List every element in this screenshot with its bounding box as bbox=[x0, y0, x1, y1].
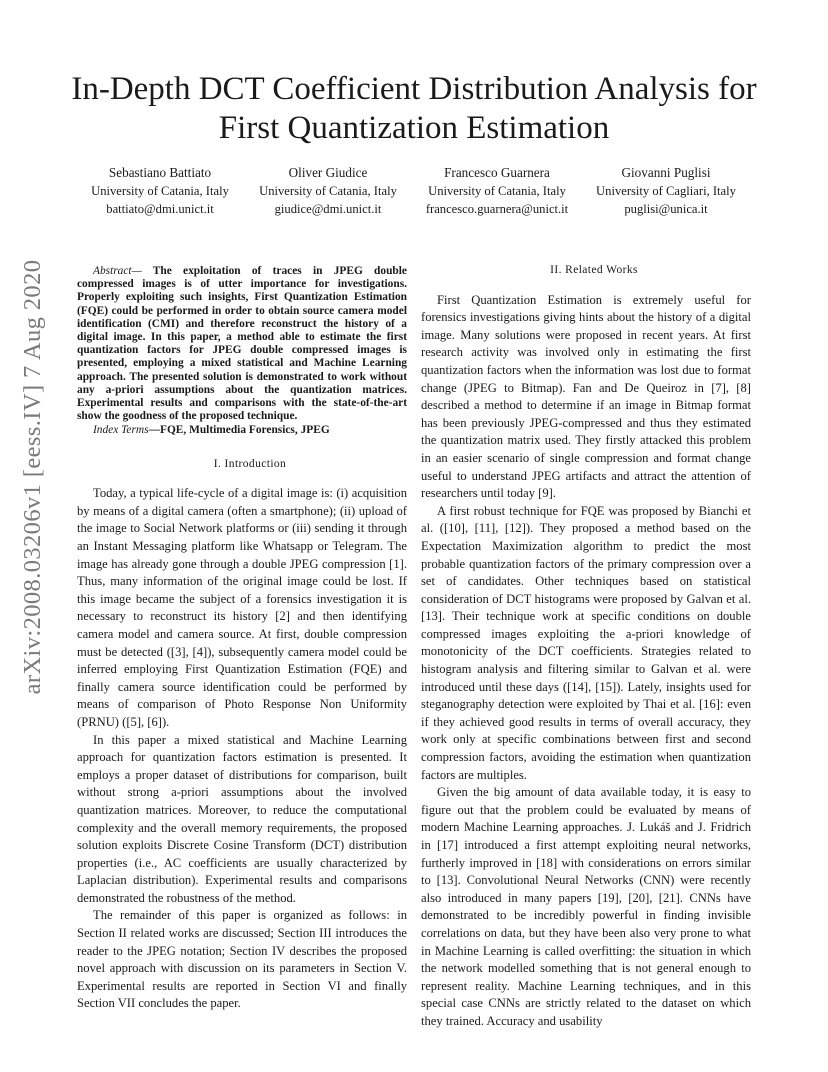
paper-title: In-Depth DCT Coefficient Distribution Analysis for First Quantization Estimation bbox=[71, 71, 757, 146]
left-column bbox=[77, 265, 407, 1013]
author-affiliation: University of Catania, Italy bbox=[259, 184, 397, 198]
abstract-text: The exploitation of traces in JPEG double compressed images is of utter importance for investigations. Properly exploiting such insights, First Quantization Estimation (FQE) could be performed in order to obtain source camera model identification (CMI) and therefore reconstruct the history of a digital image. In this paper, a method able to estimate the first quantization factors for JPEG double compressed images is presented, employing a mixed statistical and Machine Learning approach. The presented solution is demonstrated to work without any a-priori assumptions about the quantization matrices. Experimental results and comparisons with the state-of-the-art show the goodness of the proposed technique. bbox=[77, 265, 407, 423]
author-3 bbox=[412, 164, 582, 218]
abstract-label: Abstract— bbox=[93, 265, 142, 277]
author-name: Francesco Guarnera bbox=[444, 165, 550, 180]
author-affiliation: University of Catania, Italy bbox=[428, 184, 566, 198]
right-column bbox=[421, 262, 751, 1031]
index-terms-label: Index Terms bbox=[93, 424, 149, 437]
author-name: Giovanni Puglisi bbox=[621, 165, 711, 180]
author-affiliation: University of Catania, Italy bbox=[91, 184, 229, 198]
arxiv-sidebar bbox=[11, 259, 55, 695]
related-paragraph: First Quantization Estimation is extremely useful for forensics investigations giving hints about the history of a digital image. Many solutions were proposed in recent years. At first research activity was involved only in estimating the first quantization factors when the information was lost due to format change (JPEG to Bitmap). Fan and De Queiroz in [7], [8] described a method to determine if an image in Bitmap format has been previously JPEG-compressed and thus they estimated the quantization matrix used. They firstly attacked this problem in an easier scenario of single compression and format change useful to understand JPEG artifacts and attract the attention of researchers until today [9]. bbox=[421, 292, 751, 501]
intro-paragraph: The remainder of this paper is organized as follows: in Section II related works are discussed; Section III introduces the reader to the JPEG notation; Section IV describes the proposed novel approach with discussion on its parameters in Section V. Experimental results are reported in Section VI and finally Section VII concludes the paper. bbox=[77, 908, 407, 1011]
section-heading-related-works: II. Related Works bbox=[550, 264, 638, 276]
section-heading-introduction: I. Introduction bbox=[213, 457, 287, 470]
author-1 bbox=[75, 164, 245, 218]
intro-paragraph: Today, a typical life-cycle of a digital image is: (i) acquisition by means of a digital camera (often a smartphone); (ii) upload of the image to Social Network platforms or (iii) sending it through an Instant Messaging platform like Whatsapp or Telegram. The image has already gone through a double JPEG compression [1]. Thus, many information of the original image could be lost. If this image became the subject of a forensics investigation it is necessary to reconstruct its history [2] and then identifying camera model and camera source. At first, double compression must be detected ([3], [4]), subsequently camera model could be inferred employing First Quantization Estimation (FQE) and finally camera source identification could be performed by means of comparison of Photo Response Non Uniformity (PRNU) ([5], [6]). bbox=[77, 486, 407, 729]
related-paragraph: Given the big amount of data available today, it is easy to figure out that the problem could be evaluated by means of modern Machine Learning approaches. J. Lukáš and J. Fridrich in [17] introduced a first attempt exploiting neural networks, furtherly improved in [18] with considerations on errors similar to [13]. Convolutional Neural Networks (CNN) were recently also introduced in many papers [19], [20], [21]. CNNs have demonstrated to be incredibly powerful in finding invisible correlations on data, but they have been also very prone to what in Machine Learning is called overfitting: the situation in which the network modelled something that is not general enough to represent reality. Machine Learning techniques, and in this special case CNNs are strictly related to the dataset on which they trained. Accuracy and usability bbox=[421, 785, 751, 1028]
author-name: Sebastiano Battiato bbox=[108, 165, 212, 180]
author-email: puglisi@unica.it bbox=[624, 202, 708, 216]
author-2 bbox=[243, 164, 413, 218]
author-email: francesco.guarnera@unict.it bbox=[425, 202, 569, 216]
index-terms-text: —FQE, Multimedia Forensics, JPEG bbox=[148, 424, 330, 437]
author-4 bbox=[581, 164, 751, 218]
arxiv-identifier: arXiv:2008.03206v1 [eess.IV] 7 Aug 2020 bbox=[19, 259, 46, 695]
related-paragraph: A first robust technique for FQE was proposed by Bianchi et al. ([10], [11], [12]). They proposed a method based on the Expectation Maximization algorithm to predict the most probable quantization factors of the primary compression over a set of candidates. Other techniques based on statistical consideration of DCT histograms were proposed by Galvan et al. [13]. Their technique work at specific conditions on double compressed images exploiting the a-priori knowledge of monotonicity of the DCT coefficients. Strategies related to histogram analysis and filtering similar to Galvan et al. were introduced until these days ([14], [15]). Lately, insights used for steganography detection were exploited by Thai et al. [16]: even if they achieved good results in terms of overall accuracy, they work only at specific combinations between first and second compression factors, avoiding the estimation when quantization factors are multiples. bbox=[421, 503, 751, 782]
intro-paragraph: In this paper a mixed statistical and Machine Learning approach for quantization factors estimation is presented. It employs a proper dataset of distributions for comparison, built without strong a-priori assumptions about the involved quantization matrices. Moreover, to reduce the computational complexity and the overall memory requirements, the proposed solution exploits Discrete Cosine Transform (DCT) distribution properties (i.e., AC coefficients are usually characterized by Laplacian distribution). Experimental results and comparisons demonstrated the robustness of the method. bbox=[77, 732, 407, 905]
author-email: battiato@dmi.unict.it bbox=[106, 202, 214, 216]
abstract bbox=[77, 265, 407, 423]
author-name: Oliver Giudice bbox=[288, 165, 368, 180]
index-terms bbox=[77, 424, 407, 437]
author-affiliation: University of Cagliari, Italy bbox=[596, 184, 736, 198]
author-email: giudice@dmi.unict.it bbox=[274, 202, 382, 216]
